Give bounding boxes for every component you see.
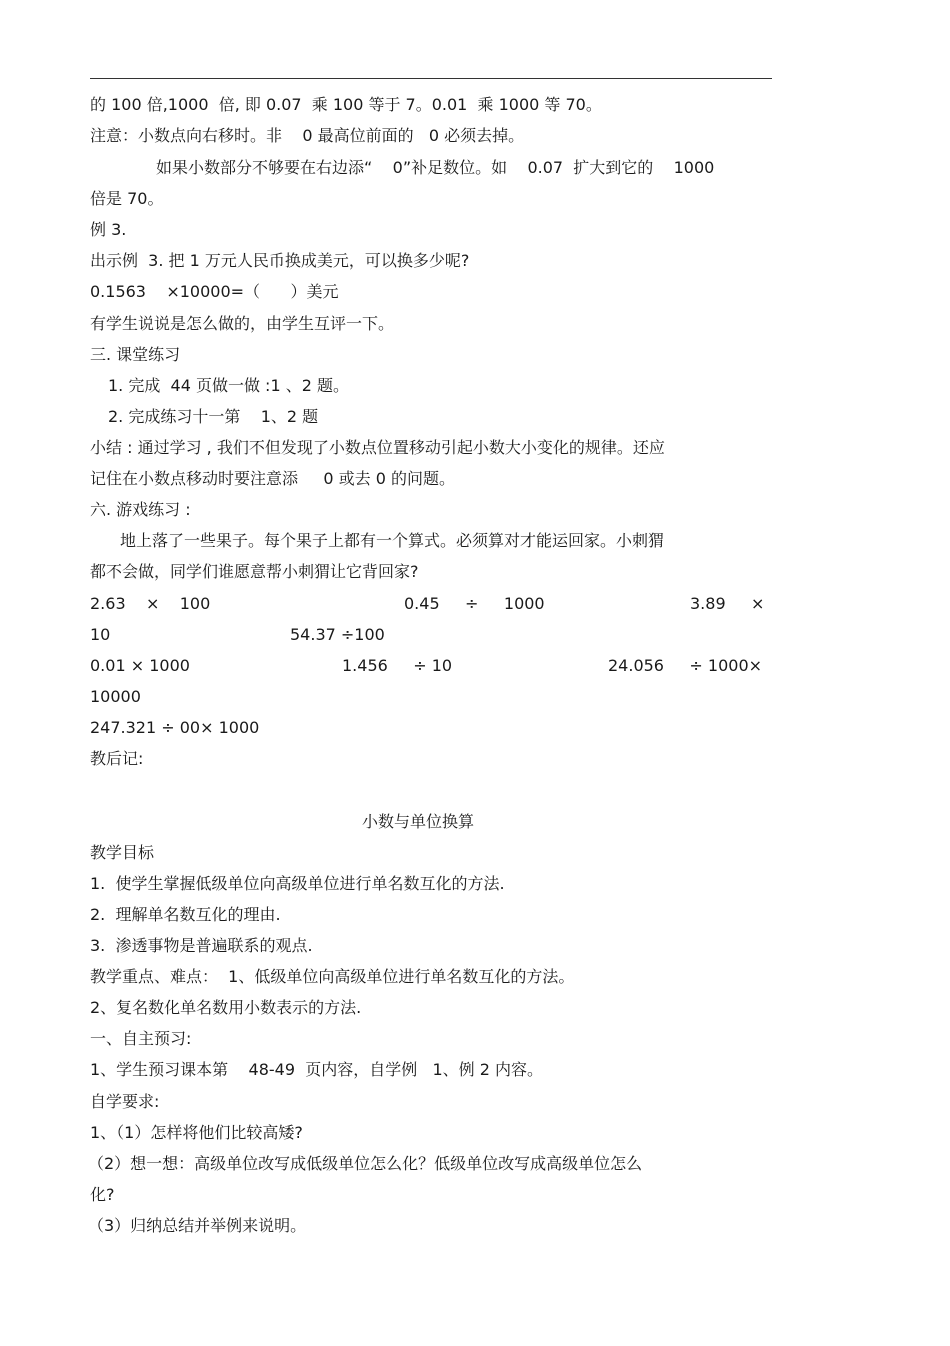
exercise-item: 2.63 × 100 xyxy=(90,594,211,613)
text-line: 例 3. xyxy=(90,220,127,239)
text-line: 2、复名数化单名数用小数表示的方法. xyxy=(90,998,362,1017)
section-title: 小数与单位换算 xyxy=(362,812,475,831)
text-line: 记住在小数点移动时要注意添 0 或去 0 的问题。 xyxy=(90,469,456,488)
text-line: 倍是 70。 xyxy=(90,189,164,208)
text-line: 教学目标 xyxy=(90,843,155,862)
text-line: 小结 : 通过学习 , 我们不但发现了小数点位置移动引起小数大小变化的规律。还应 xyxy=(90,438,665,457)
text-line: 有学生说说是怎么做的，由学生互评一下。 xyxy=(90,314,395,333)
list-item: 2. 完成练习十一第 1、2 题 xyxy=(108,407,319,426)
text-line: （3）归纳总结并举例来说明。 xyxy=(88,1216,307,1235)
text-line: 0.1563 ×10000=（ ）美元 xyxy=(90,282,339,301)
list-item: 3. 渗透事物是普遍联系的观点. xyxy=(90,936,313,955)
section-heading: 三. 课堂练习 xyxy=(90,345,181,364)
header-rule xyxy=(90,78,772,79)
text-line: 教学重点、难点： 1、低级单位向高级单位进行单名数互化的方法。 xyxy=(90,967,575,986)
after-class-note: 教后记: xyxy=(90,749,144,768)
exercise-item: 1.456 ÷ 10 xyxy=(342,656,453,675)
exercise-item: 0.01 × 1000 xyxy=(90,656,190,675)
list-item: 1. 使学生掌握低级单位向高级单位进行单名数互化的方法. xyxy=(90,874,505,893)
exercise-item: 24.056 ÷ 1000× xyxy=(608,656,763,675)
section-heading: 六. 游戏练习 : xyxy=(90,500,191,519)
text-line: 出示例 3. 把 1 万元人民币换成美元，可以换多少呢? xyxy=(90,251,470,270)
text-line: 如果小数部分不够要在右边添“ 0”补足数位。如 0.07 扩大到它的 1000 xyxy=(156,158,715,177)
list-item: 2. 理解单名数互化的理由. xyxy=(90,905,281,924)
text-line: 注意：小数点向右移时。非 0 最高位前面的 0 必须去掉。 xyxy=(90,126,525,145)
exercise-item: 0.45 ÷ 1000 xyxy=(404,594,545,613)
text-line: 的 100 倍,1000 倍, 即 0.07 乘 100 等于 7。0.01 乘 1000 等 70。 xyxy=(90,95,602,114)
text-line: 一、自主预习: xyxy=(90,1029,192,1048)
exercise-item: 10000 xyxy=(90,687,141,706)
exercise-item: 247.321 ÷ 00× 1000 xyxy=(90,718,260,737)
text-line: 化? xyxy=(90,1185,115,1204)
text-line: 1、（1）怎样将他们比较高矮? xyxy=(90,1123,303,1142)
text-line: 1、学生预习课本第 48-49 页内容，自学例 1、例 2 内容。 xyxy=(90,1060,543,1079)
text-line: （2）想一想：高级单位改写成低级单位怎么化？低级单位改写成高级单位怎么 xyxy=(88,1154,643,1173)
exercise-item: 10 xyxy=(90,625,111,644)
exercise-item: 3.89 × xyxy=(690,594,765,613)
text-line: 都不会做，同学们谁愿意帮小刺猬让它背回家? xyxy=(90,562,419,581)
text-line: 地上落了一些果子。每个果子上都有一个算式。必须算对才能运回家。小刺猬 xyxy=(120,531,665,550)
text-line: 自学要求: xyxy=(90,1092,160,1111)
exercise-item: 54.37 ÷100 xyxy=(290,625,385,644)
list-item: 1. 完成 44 页做一做 :1 、2 题。 xyxy=(108,376,349,395)
